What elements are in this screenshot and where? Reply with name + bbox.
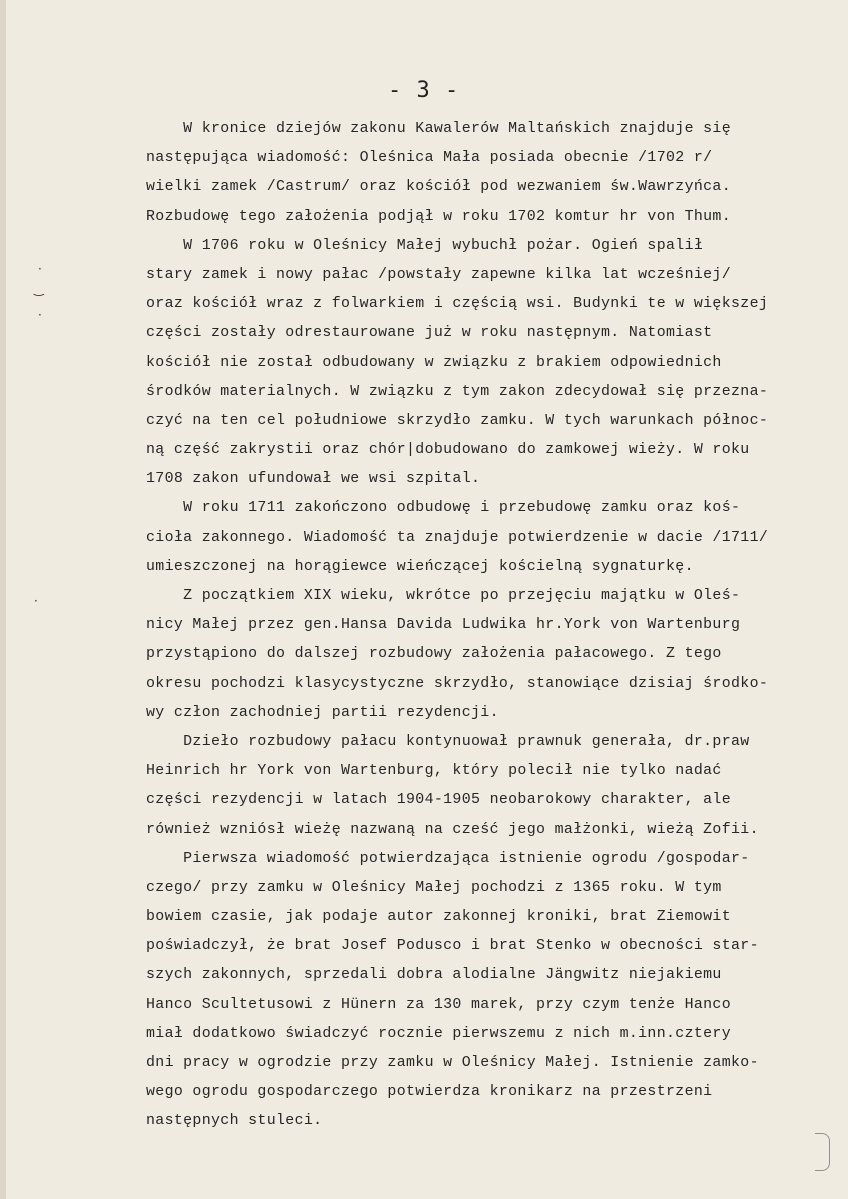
text-line: okresu pochodzi klasycystyczne skrzydło, stanowiące dzisiaj środko- [146,675,769,692]
page-edge [0,0,6,1199]
text-line: ną część zakrystii oraz chór|dobudowano do zamkowej wieży. W roku [146,442,750,459]
text-line: następująca wiadomość: Oleśnica Mała posiada obecnie /1702 r/ [146,150,713,167]
text-line: czego/ przy zamku w Oleśnicy Małej pochodzi z 1365 roku. W tym [146,879,722,896]
text-line: środków materialnych. W związku z tym zakon zdecydował się przezna- [146,383,769,400]
text-line: również wzniósł wieżę nazwaną na cześć jego małżonki, wieżą Zofii. [146,821,759,838]
text-line: cioła zakonnego. Wiadomość ta znajduje potwierdzenie w dacie /1711/ [146,529,769,546]
page-number: - 3 - [388,78,460,103]
text-line: szych zakonnych, sprzedali dobra alodialne Jängwitz niejakiemu [146,967,722,984]
text-line: umieszczonej na horągiewce wieńczącej kościelną sygnaturkę. [146,558,694,575]
text-line: Pierwsza wiadomość potwierdzająca istnienie ogrodu /gospodar- [146,850,750,867]
margin-mark-arc: ‿ [34,282,44,296]
text-line: Dzieło rozbudowy pałacu kontynuował prawnuk generała, dr.praw [146,733,750,750]
text-line: stary zamek i nowy pałac /powstały zapewne kilka lat wcześniej/ [146,266,732,283]
text-line: części zostały odrestaurowane już w roku następnym. Natomiast [146,325,713,342]
text-line: następnych stuleci. [146,1113,323,1130]
text-line: nicy Małej przez gen.Hansa Davida Ludwika hr.York von Wartenburg [146,617,741,634]
text-line: wego ogrodu gospodarczego potwierdza kronikarz na przestrzeni [146,1084,713,1101]
text-line: wy człon zachodniej partii rezydencji. [146,704,499,721]
text-line: Hanco Scultetusowi z Hünern za 130 marek, przy czym tenże Hanco [146,996,732,1013]
text-line: 1708 zakon ufundował we wsi szpital. [146,471,481,488]
margin-dot: · [38,308,42,322]
text-line: W kronice dziejów zakonu Kawalerów Maltańskich znajduje się [146,121,732,137]
text-line: miał dodatkowo świadczyć rocznie pierwszemu z nich m.inn.cztery [146,1025,732,1042]
text-line: W 1706 roku w Oleśnicy Małej wybuchł pożar. Ogień spalił [146,237,704,254]
text-line: poświadczył, że brat Josef Podusco i brat Stenko w obecności star- [146,938,759,955]
document-body [146,115,826,1137]
text-line: przystąpiono do dalszej rozbudowy założenia pałacowego. Z tego [146,646,722,663]
text-line: kościół nie został odbudowany w związku z brakiem odpowiednich [146,354,722,371]
text-line: Heinrich hr York von Wartenburg, który polecił nie tylko nadać [146,763,722,780]
text-line: bowiem czasie, jak podaje autor zakonnej kroniki, brat Ziemowit [146,909,732,926]
text-line: W roku 1711 zakończono odbudowę i przebudowę zamku oraz koś- [146,500,741,517]
margin-dot: · [34,594,38,608]
text-line: czyć na ten cel południowe skrzydło zamku. W tych warunkach północ- [146,412,769,429]
text-line: wielki zamek /Castrum/ oraz kościół pod wezwaniem św.Wawrzyńca. [146,179,732,196]
text-line: Rozbudowę tego założenia podjął w roku 1702 komtur hr von Thum. [146,208,732,225]
pencil-annotation [815,1133,830,1171]
text-line: Z początkiem XIX wieku, wkrótce po przejęciu majątku w Oleś- [146,588,741,604]
text-line: oraz kościół wraz z folwarkiem i częścią wsi. Budynki te w większej [146,296,769,313]
margin-dot: · [38,262,42,276]
text-line: dni pracy w ogrodzie przy zamku w Oleśnicy Małej. Istnienie zamko- [146,1055,759,1071]
text-line: części rezydencji w latach 1904-1905 neobarokowy charakter, ale [146,792,732,809]
